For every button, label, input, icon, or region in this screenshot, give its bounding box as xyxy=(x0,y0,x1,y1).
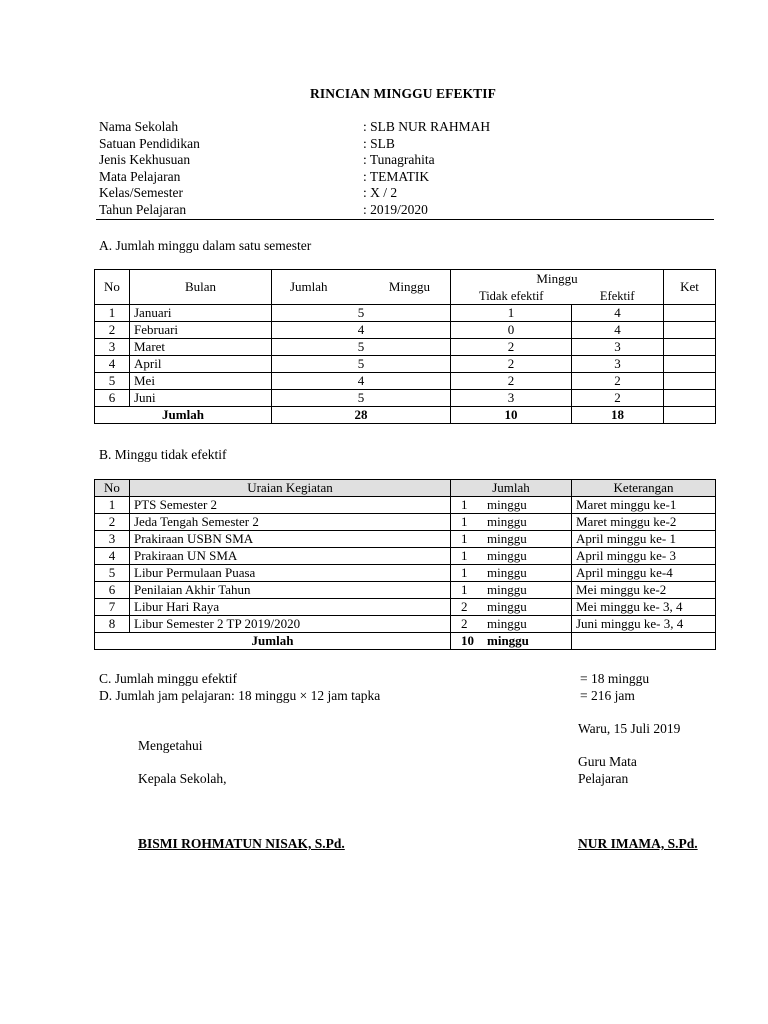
cell-no: 6 xyxy=(95,390,130,407)
cell-jumlah-value: 1 xyxy=(461,531,468,546)
cell-jumlah-value: 1 xyxy=(461,548,468,563)
cell-jumlah-value: 1 xyxy=(461,514,468,529)
section-a-heading: A. Jumlah minggu dalam satu semester xyxy=(99,238,312,253)
col-header-no: No xyxy=(95,480,130,497)
cell-jumlah-unit: minggu xyxy=(487,616,527,631)
table-row xyxy=(95,514,716,531)
cell-uraian: Prakiraan USBN SMA xyxy=(130,531,451,548)
cell-jumlah xyxy=(451,531,572,548)
total-row xyxy=(95,633,716,650)
cell-no: 8 xyxy=(95,616,130,633)
cell-uraian: Penilaian Akhir Tahun xyxy=(130,582,451,599)
info-value: : SLB NUR RAHMAH xyxy=(363,119,491,134)
cell-no: 2 xyxy=(95,322,130,339)
info-row xyxy=(99,185,714,202)
cell-uraian: Libur Permulaan Puasa xyxy=(130,565,451,582)
table-row xyxy=(95,565,716,582)
table-row xyxy=(95,497,716,514)
cell-ket xyxy=(664,305,716,322)
table-row xyxy=(95,356,716,373)
cell-efektif: 4 xyxy=(572,322,664,339)
cell-uraian: Libur Hari Raya xyxy=(130,599,451,616)
cell-jumlah-unit: minggu xyxy=(487,582,527,597)
cell-bulan: April xyxy=(130,356,272,373)
total-jumlah-unit: minggu xyxy=(487,633,529,648)
cell-ket xyxy=(664,339,716,356)
cell-jumlah-value: 2 xyxy=(461,616,468,631)
cell-jumlah-unit: minggu xyxy=(487,497,527,512)
info-label: Jenis Kekhusuan xyxy=(99,152,191,168)
cell-keterangan: April minggu ke-4 xyxy=(572,565,716,582)
cell-jumlah: 5 xyxy=(272,339,451,356)
cell-bulan: Februari xyxy=(130,322,272,339)
info-label: Nama Sekolah xyxy=(99,119,179,134)
table-row xyxy=(95,305,716,322)
summary-d-label: D. Jumlah jam pelajaran: 18 minggu × 12 jam tapka xyxy=(99,688,381,703)
cell-ket xyxy=(664,373,716,390)
cell-efektif: 2 xyxy=(572,373,664,390)
weeks-table xyxy=(94,269,716,424)
cell-no: 4 xyxy=(95,548,130,565)
cell-uraian: Jeda Tengah Semester 2 xyxy=(130,514,451,531)
cell-uraian: PTS Semester 2 xyxy=(130,497,451,514)
cell-uraian: Prakiraan UN SMA xyxy=(130,548,451,565)
header-divider xyxy=(96,219,714,220)
place-date: Waru, 15 Juli 2019 xyxy=(578,721,681,736)
col-header-no: No xyxy=(95,270,130,305)
summary-c-label: C. Jumlah minggu efektif xyxy=(99,671,237,686)
cell-no: 2 xyxy=(95,514,130,531)
info-row xyxy=(99,136,714,153)
non-effective-weeks-table xyxy=(94,479,716,650)
cell-no: 1 xyxy=(95,497,130,514)
cell-bulan: Mei xyxy=(130,373,272,390)
cell-efektif: 2 xyxy=(572,390,664,407)
acknowledged-label: Mengetahui xyxy=(138,738,203,753)
cell-keterangan: Juni minggu ke- 3, 4 xyxy=(572,616,716,633)
cell-tidak-efektif: 0 xyxy=(451,322,572,339)
info-row xyxy=(99,119,714,136)
cell-keterangan: Mei minggu ke-2 xyxy=(572,582,716,599)
page-title: RINCIAN MINGGU EFEKTIF xyxy=(310,86,496,101)
cell-jumlah-unit: minggu xyxy=(487,599,527,614)
cell-efektif: 4 xyxy=(572,305,664,322)
col-header-minggu: Minggu xyxy=(388,279,430,294)
cell-keterangan: Mei minggu ke- 3, 4 xyxy=(572,599,716,616)
cell-jumlah-unit: minggu xyxy=(487,531,527,546)
table-row xyxy=(95,548,716,565)
col-header-ket: Ket xyxy=(664,270,716,305)
cell-tidak-efektif: 2 xyxy=(451,339,572,356)
total-ket xyxy=(664,407,716,424)
info-value: : TEMATIK xyxy=(363,168,430,184)
summary-d-value: = 216 jam xyxy=(580,688,635,703)
cell-no: 4 xyxy=(95,356,130,373)
info-label: Satuan Pendidikan xyxy=(99,135,200,151)
cell-jumlah-value: 2 xyxy=(461,599,468,614)
cell-tidak-efektif: 3 xyxy=(451,390,572,407)
school-info xyxy=(99,119,714,219)
principal-title: Kepala Sekolah, xyxy=(138,771,227,786)
cell-jumlah: 5 xyxy=(272,390,451,407)
total-tidak-efektif: 10 xyxy=(451,407,572,424)
cell-keterangan: April minggu ke- 1 xyxy=(572,531,716,548)
cell-uraian: Libur Semester 2 TP 2019/2020 xyxy=(130,616,451,633)
info-row xyxy=(99,152,714,169)
info-label: Mata Pelajaran xyxy=(99,168,181,184)
col-header-jumlah: Jumlah xyxy=(451,480,572,497)
cell-no: 5 xyxy=(95,373,130,390)
cell-jumlah: 4 xyxy=(272,373,451,390)
cell-bulan: Maret xyxy=(130,339,272,356)
col-header-tidak-efektif: Tidak efektif xyxy=(451,287,572,305)
cell-jumlah xyxy=(451,548,572,565)
section-b-heading: B. Minggu tidak efektif xyxy=(99,447,227,462)
table-row xyxy=(95,373,716,390)
table-row xyxy=(95,531,716,548)
cell-jumlah-value: 1 xyxy=(461,497,468,512)
cell-efektif: 3 xyxy=(572,339,664,356)
cell-no: 6 xyxy=(95,582,130,599)
cell-no: 7 xyxy=(95,599,130,616)
info-row xyxy=(99,169,714,186)
col-header-efektif: Efektif xyxy=(572,287,664,305)
cell-tidak-efektif: 2 xyxy=(451,373,572,390)
summary-c-value: = 18 minggu xyxy=(580,671,650,686)
cell-bulan: Januari xyxy=(130,305,272,322)
info-label: Tahun Pelajaran xyxy=(99,201,187,217)
total-jumlah-value: 10 xyxy=(461,633,474,648)
col-header-jumlah-minggu xyxy=(272,270,451,305)
table-row xyxy=(95,599,716,616)
total-efektif: 18 xyxy=(572,407,664,424)
cell-no: 5 xyxy=(95,565,130,582)
cell-ket xyxy=(664,322,716,339)
cell-no: 3 xyxy=(95,531,130,548)
cell-jumlah xyxy=(451,599,572,616)
col-header-minggu-group: Minggu xyxy=(451,270,664,288)
cell-tidak-efektif: 1 xyxy=(451,305,572,322)
cell-jumlah-unit: minggu xyxy=(487,565,527,580)
teacher-title-line1: Guru Mata xyxy=(578,754,637,769)
cell-jumlah-unit: minggu xyxy=(487,514,527,529)
info-label: Kelas/Semester xyxy=(99,185,183,201)
info-row xyxy=(99,202,714,219)
total-label: Jumlah xyxy=(95,633,451,650)
cell-jumlah-value: 1 xyxy=(461,565,468,580)
cell-keterangan: April minggu ke- 3 xyxy=(572,548,716,565)
cell-ket xyxy=(664,390,716,407)
table-row xyxy=(95,582,716,599)
cell-keterangan: Maret minggu ke-1 xyxy=(572,497,716,514)
cell-efektif: 3 xyxy=(572,356,664,373)
table-row xyxy=(95,322,716,339)
cell-jumlah: 5 xyxy=(272,356,451,373)
info-value: : Tunagrahita xyxy=(363,152,435,168)
cell-jumlah: 5 xyxy=(272,305,451,322)
header-row xyxy=(95,480,716,497)
teacher-title-line2: Pelajaran xyxy=(578,771,629,786)
col-header-keterangan: Keterangan xyxy=(572,480,716,497)
total-row xyxy=(95,407,716,424)
total-keterangan xyxy=(572,633,716,650)
cell-jumlah xyxy=(451,582,572,599)
cell-jumlah: 4 xyxy=(272,322,451,339)
cell-keterangan: Maret minggu ke-2 xyxy=(572,514,716,531)
info-value: : SLB xyxy=(363,135,395,151)
total-jumlah xyxy=(451,633,572,650)
cell-jumlah xyxy=(451,616,572,633)
cell-no: 3 xyxy=(95,339,130,356)
total-label: Jumlah xyxy=(95,407,272,424)
col-header-uraian: Uraian Kegiatan xyxy=(130,480,451,497)
info-value: : 2019/2020 xyxy=(363,201,428,217)
cell-no: 1 xyxy=(95,305,130,322)
cell-jumlah xyxy=(451,514,572,531)
table-row xyxy=(95,616,716,633)
cell-ket xyxy=(664,356,716,373)
cell-jumlah-unit: minggu xyxy=(487,548,527,563)
info-value: : X / 2 xyxy=(363,185,398,201)
teacher-name: NUR IMAMA, S.Pd. xyxy=(578,836,698,851)
cell-tidak-efektif: 2 xyxy=(451,356,572,373)
table-row xyxy=(95,390,716,407)
total-jumlah: 28 xyxy=(272,407,451,424)
principal-name: BISMI ROHMATUN NISAK, S.Pd. xyxy=(138,836,345,851)
table-row xyxy=(95,339,716,356)
col-header-jumlah: Jumlah xyxy=(290,279,328,294)
cell-bulan: Juni xyxy=(130,390,272,407)
cell-jumlah xyxy=(451,565,572,582)
col-header-bulan: Bulan xyxy=(130,270,272,305)
cell-jumlah xyxy=(451,497,572,514)
cell-jumlah-value: 1 xyxy=(461,582,468,597)
